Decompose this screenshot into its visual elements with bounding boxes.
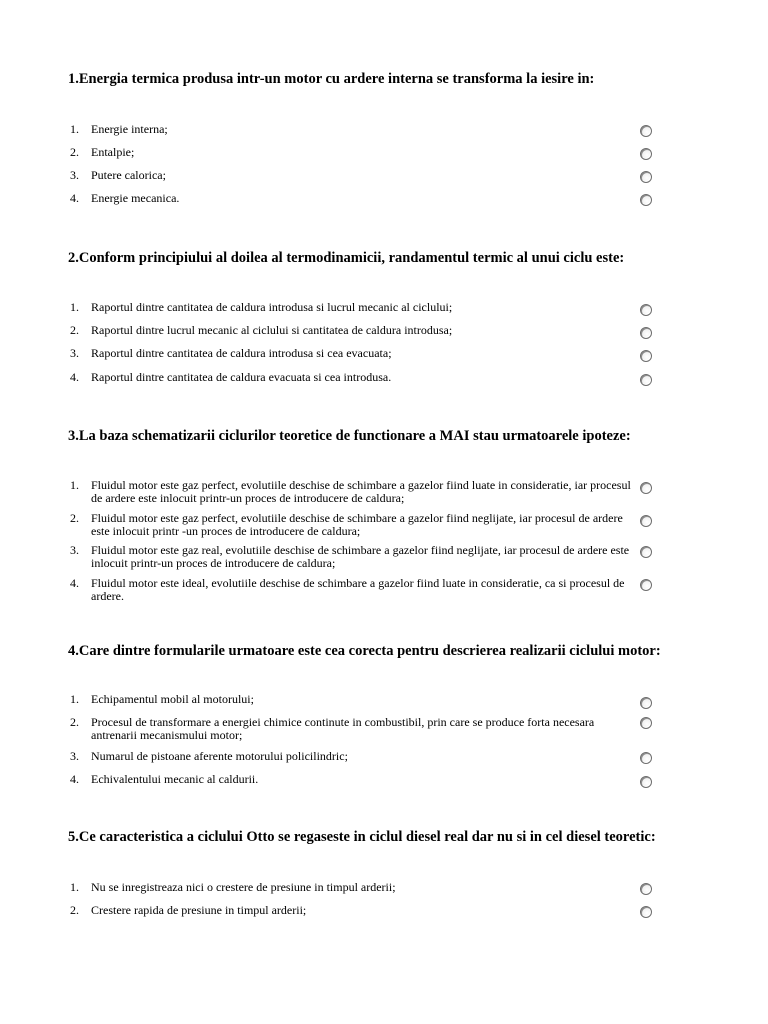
radio-button[interactable] [640, 697, 652, 709]
option-text: Raportul dintre lucrul mecanic al ciclului si cantitatea de caldura introdusa; [91, 323, 453, 337]
radio-button[interactable] [640, 350, 652, 362]
option-text: Entalpie; [91, 145, 135, 159]
radio-button[interactable] [640, 482, 652, 494]
radio-button[interactable] [640, 776, 652, 788]
option-text: Echipamentul mobil al motorului; [91, 692, 254, 706]
question-title: 5.Ce caracteristica a ciclului Otto se regaseste in ciclul diesel real dar nu si in cel diesel teoretic: [68, 829, 656, 845]
option-number: 2. [70, 715, 79, 729]
option-number: 4. [70, 772, 79, 786]
option-text: Fluidul motor este gaz real, evolutiile deschise de schimbare a gazelor fiind neglijate, iar procesul de ardere este inlocuit printr-un proces de introducere de caldura; [91, 543, 630, 570]
option-number: 1. [70, 880, 79, 894]
question-title: 4.Care dintre formularile urmatoare este cea corecta pentru descrierea realizarii ciclului motor: [68, 643, 661, 659]
option-number: 1. [70, 300, 79, 314]
option-text: Fluidul motor este ideal, evolutiile deschise de schimbare a gazelor fiind luate in consideratie, ca si procesul de ardere. [91, 576, 625, 603]
option-number: 1. [70, 692, 79, 706]
option-number: 2. [70, 511, 79, 525]
option-text: Raportul dintre cantitatea de caldura evacuata si cea introdusa. [91, 370, 392, 384]
option-text: Nu se inregistreaza nici o crestere de presiune in timpul arderii; [91, 880, 396, 894]
option-number: 3. [70, 346, 79, 360]
radio-button[interactable] [640, 171, 652, 183]
radio-button[interactable] [640, 304, 652, 316]
radio-button[interactable] [640, 148, 652, 160]
option-number: 2. [70, 903, 79, 917]
option-number: 4. [70, 191, 79, 205]
radio-button[interactable] [640, 752, 652, 764]
option-text: Crestere rapida de presiune in timpul arderii; [91, 903, 307, 917]
option-text: Putere calorica; [91, 168, 166, 182]
option-text: Echivalentului mecanic al caldurii. [91, 772, 259, 786]
radio-button[interactable] [640, 515, 652, 527]
option-text: Raportul dintre cantitatea de caldura introdusa si cea evacuata; [91, 346, 392, 360]
option-number: 1. [70, 478, 79, 492]
option-text: Fluidul motor este gaz perfect, evolutiile deschise de schimbare a gazelor fiind neglijate, iar procesul de ardere este inlocuit printr -un proces de introducere de caldura; [91, 511, 623, 538]
radio-button[interactable] [640, 883, 652, 895]
option-number: 2. [70, 323, 79, 337]
radio-button[interactable] [640, 125, 652, 137]
option-number: 4. [70, 370, 79, 384]
option-number: 3. [70, 543, 79, 557]
question-title: 3.La baza schematizarii ciclurilor teoretice de functionare a MAI stau urmatoarele ipoteze: [68, 428, 631, 444]
option-text: Energie mecanica. [91, 191, 180, 205]
option-text: Fluidul motor este gaz perfect, evolutiile deschise de schimbare a gazelor fiind luate in consideratie, iar procesul de ardere este inlocuit printr-un proces de introducere de caldura; [91, 478, 631, 505]
radio-button[interactable] [640, 374, 652, 386]
option-text: Numarul de pistoane aferente motorului policilindric; [91, 749, 348, 763]
option-number: 2. [70, 145, 79, 159]
option-number: 4. [70, 576, 79, 590]
radio-button[interactable] [640, 546, 652, 558]
radio-button[interactable] [640, 906, 652, 918]
option-number: 3. [70, 749, 79, 763]
option-text: Procesul de transformare a energiei chimice continute in combustibil, prin care se produce forta necesara antrenarii mecanismului motor; [91, 715, 595, 742]
option-number: 3. [70, 168, 79, 182]
radio-button[interactable] [640, 717, 652, 729]
question-title: 2.Conform principiului al doilea al termodinamicii, randamentul termic al unui ciclu este: [68, 250, 625, 266]
option-text: Raportul dintre cantitatea de caldura introdusa si lucrul mecanic al ciclului; [91, 300, 453, 314]
option-text: Energie interna; [91, 122, 168, 136]
radio-button[interactable] [640, 579, 652, 591]
radio-button[interactable] [640, 327, 652, 339]
question-title: 1.Energia termica produsa intr-un motor cu ardere interna se transforma la iesire in: [68, 71, 595, 87]
option-number: 1. [70, 122, 79, 136]
radio-button[interactable] [640, 194, 652, 206]
